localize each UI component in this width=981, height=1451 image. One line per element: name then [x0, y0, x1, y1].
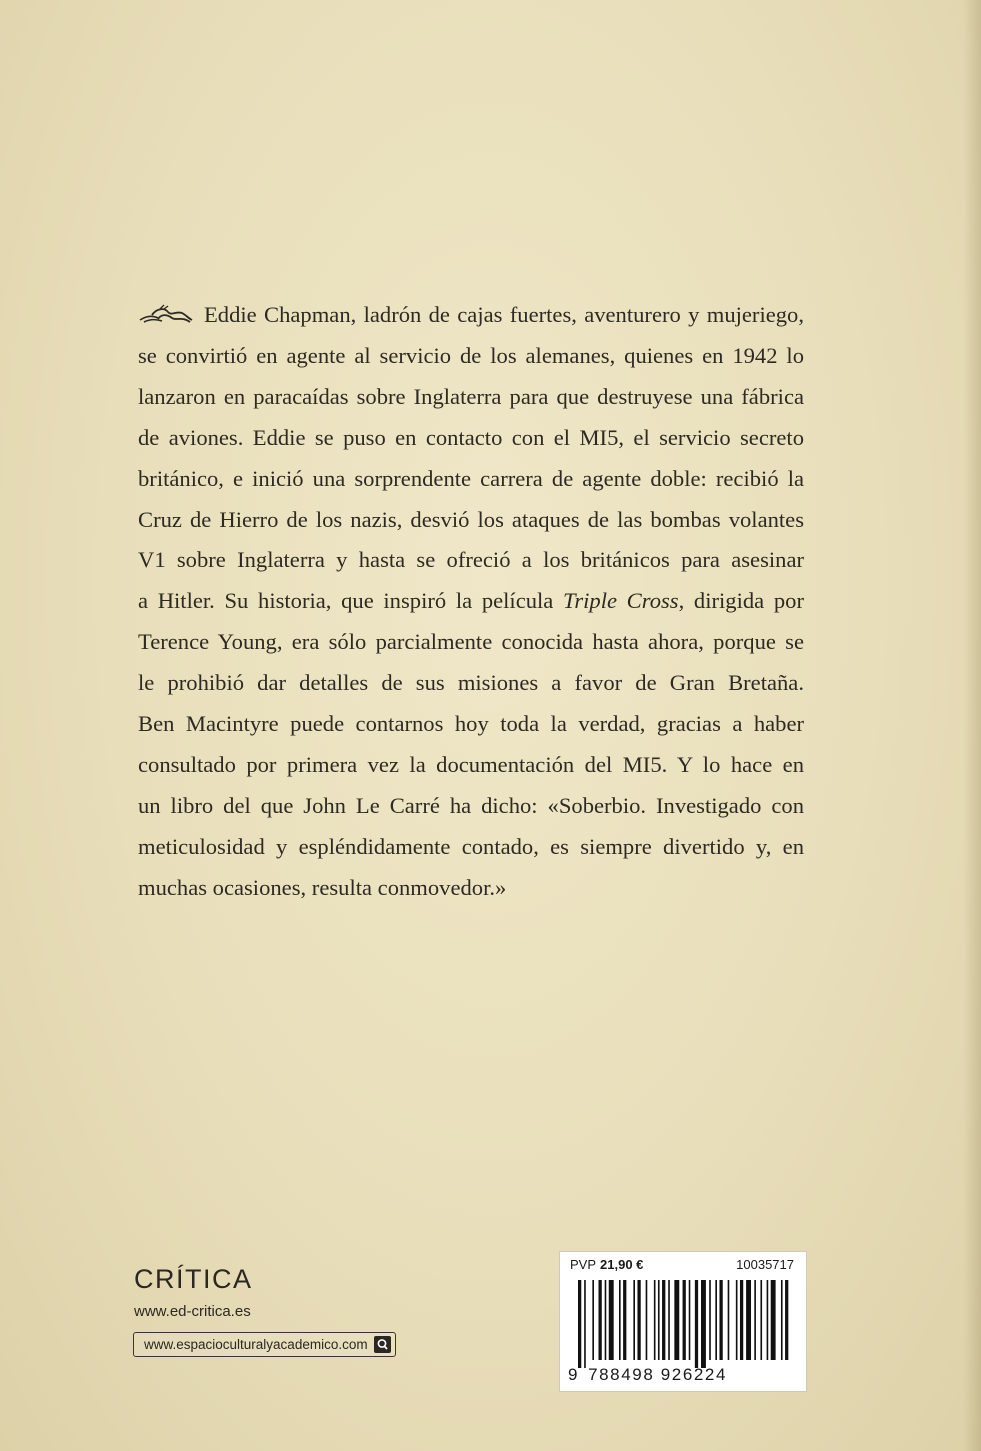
barcode-bar [599, 1280, 602, 1360]
barcode-bar [623, 1280, 626, 1360]
barcode-bar [658, 1280, 660, 1360]
barcode-bar [633, 1280, 635, 1360]
blurb-line: Cruz de Hierro de los nazis, desvió los ataques de las bombas volantes [138, 506, 804, 532]
isbn-right-group: 926224 [660, 1365, 728, 1384]
barcode-bar [646, 1280, 648, 1360]
barcode-bar [746, 1280, 751, 1360]
barcode-bar [701, 1280, 706, 1368]
barcode-bar [736, 1280, 738, 1360]
blurb-line: muchas ocasiones, resulta conmovedor.» [138, 874, 507, 900]
barcode-bar [654, 1280, 656, 1360]
blurb-line: Terence Young, era sólo parcialmente conocida hasta ahora, porque se [138, 629, 804, 655]
barcode-bar [689, 1280, 691, 1360]
blurb-text [138, 295, 804, 909]
blurb-line: un libro del que John Le Carré ha dicho: «Soberbio. Investigado con [138, 792, 804, 818]
barcode [578, 1280, 790, 1368]
barcode-bar [754, 1280, 756, 1360]
blurb-line: Eddie Chapman, ladrón de cajas fuertes, aventurero y mujeriego, [138, 295, 804, 336]
blurb-line: Ben Macintyre puede contarnos hoy toda la verdad, gracias a haber [138, 711, 804, 737]
barcode-bar [715, 1280, 717, 1360]
barcode-bar [695, 1280, 698, 1368]
blurb-line: británico, e inició una sorprendente carrera de agente doble: recibió la [138, 465, 804, 491]
barcode-bar [605, 1280, 607, 1360]
isbn-digits [568, 1365, 727, 1385]
barcode-bar [771, 1280, 776, 1360]
isbn-first-digit: 9 [568, 1365, 580, 1384]
barcode-bar [719, 1280, 722, 1360]
publisher-website: www.ed-critica.es [134, 1303, 251, 1320]
blurb-line: consultado por primera vez la documentación del MI5. Y lo hace en [138, 751, 804, 777]
barcode-bar [609, 1280, 614, 1360]
blurb-line: a Hitler. Su historia, que inspiró la película Triple Cross, dirigida por [138, 588, 804, 614]
flourish-ornament-icon [138, 303, 194, 325]
publisher-block [134, 1263, 253, 1321]
blurb-line: meticulosidad y espléndidamente contado, es siempre divertido y, en [138, 833, 804, 859]
product-code: 10035717 [736, 1257, 794, 1272]
barcode-bar [728, 1280, 730, 1360]
barcode-bar [740, 1280, 743, 1360]
price [570, 1257, 643, 1275]
blurb-line: de aviones. Eddie se puso en contacto con el MI5, el servicio secreto [138, 424, 804, 450]
blurb-line: le prohibió dar detalles de sus misiones a favor de Gran Bretaña. [138, 670, 804, 696]
blurb-line: se convirtió en agente al servicio de los alemanes, quienes en 1942 lo [138, 342, 804, 368]
barcode-bar [709, 1280, 711, 1360]
barcode-bar [683, 1280, 686, 1360]
barcode-bar [674, 1280, 679, 1360]
blurb-line: lanzaron en paracaídas sobre Inglaterra para que destruyese una fábrica [138, 383, 804, 409]
barcode-bar [785, 1280, 788, 1360]
barcode-bar [781, 1280, 783, 1360]
barcode-bar [637, 1280, 640, 1360]
store-url-box [133, 1332, 396, 1357]
film-title: Triple Cross [563, 588, 679, 614]
publisher-logo-name: CRÍTICA [134, 1264, 253, 1294]
barcode-bar [662, 1280, 665, 1360]
pvp-label: PVP [570, 1257, 597, 1272]
blurb-line: V1 sobre Inglaterra y hasta se ofreció a los británicos para asesinar [138, 547, 804, 573]
store-url: www.espacioculturalyacademico.com [144, 1337, 368, 1352]
barcode-bar [592, 1280, 594, 1360]
barcode-bar [760, 1280, 762, 1360]
barcode-bar [584, 1280, 586, 1368]
isbn-left-group: 788498 [588, 1365, 655, 1384]
barcode-bar [619, 1280, 621, 1360]
price-amount: 21,90 € [600, 1257, 644, 1272]
price-barcode-label [559, 1251, 807, 1392]
barcode-bar [668, 1280, 670, 1360]
barcode-bar [578, 1280, 581, 1368]
magnifier-logo-icon [374, 1336, 391, 1353]
barcode-bar [767, 1280, 769, 1360]
cover-edge-shadow [963, 0, 981, 1451]
price-row [570, 1257, 794, 1275]
